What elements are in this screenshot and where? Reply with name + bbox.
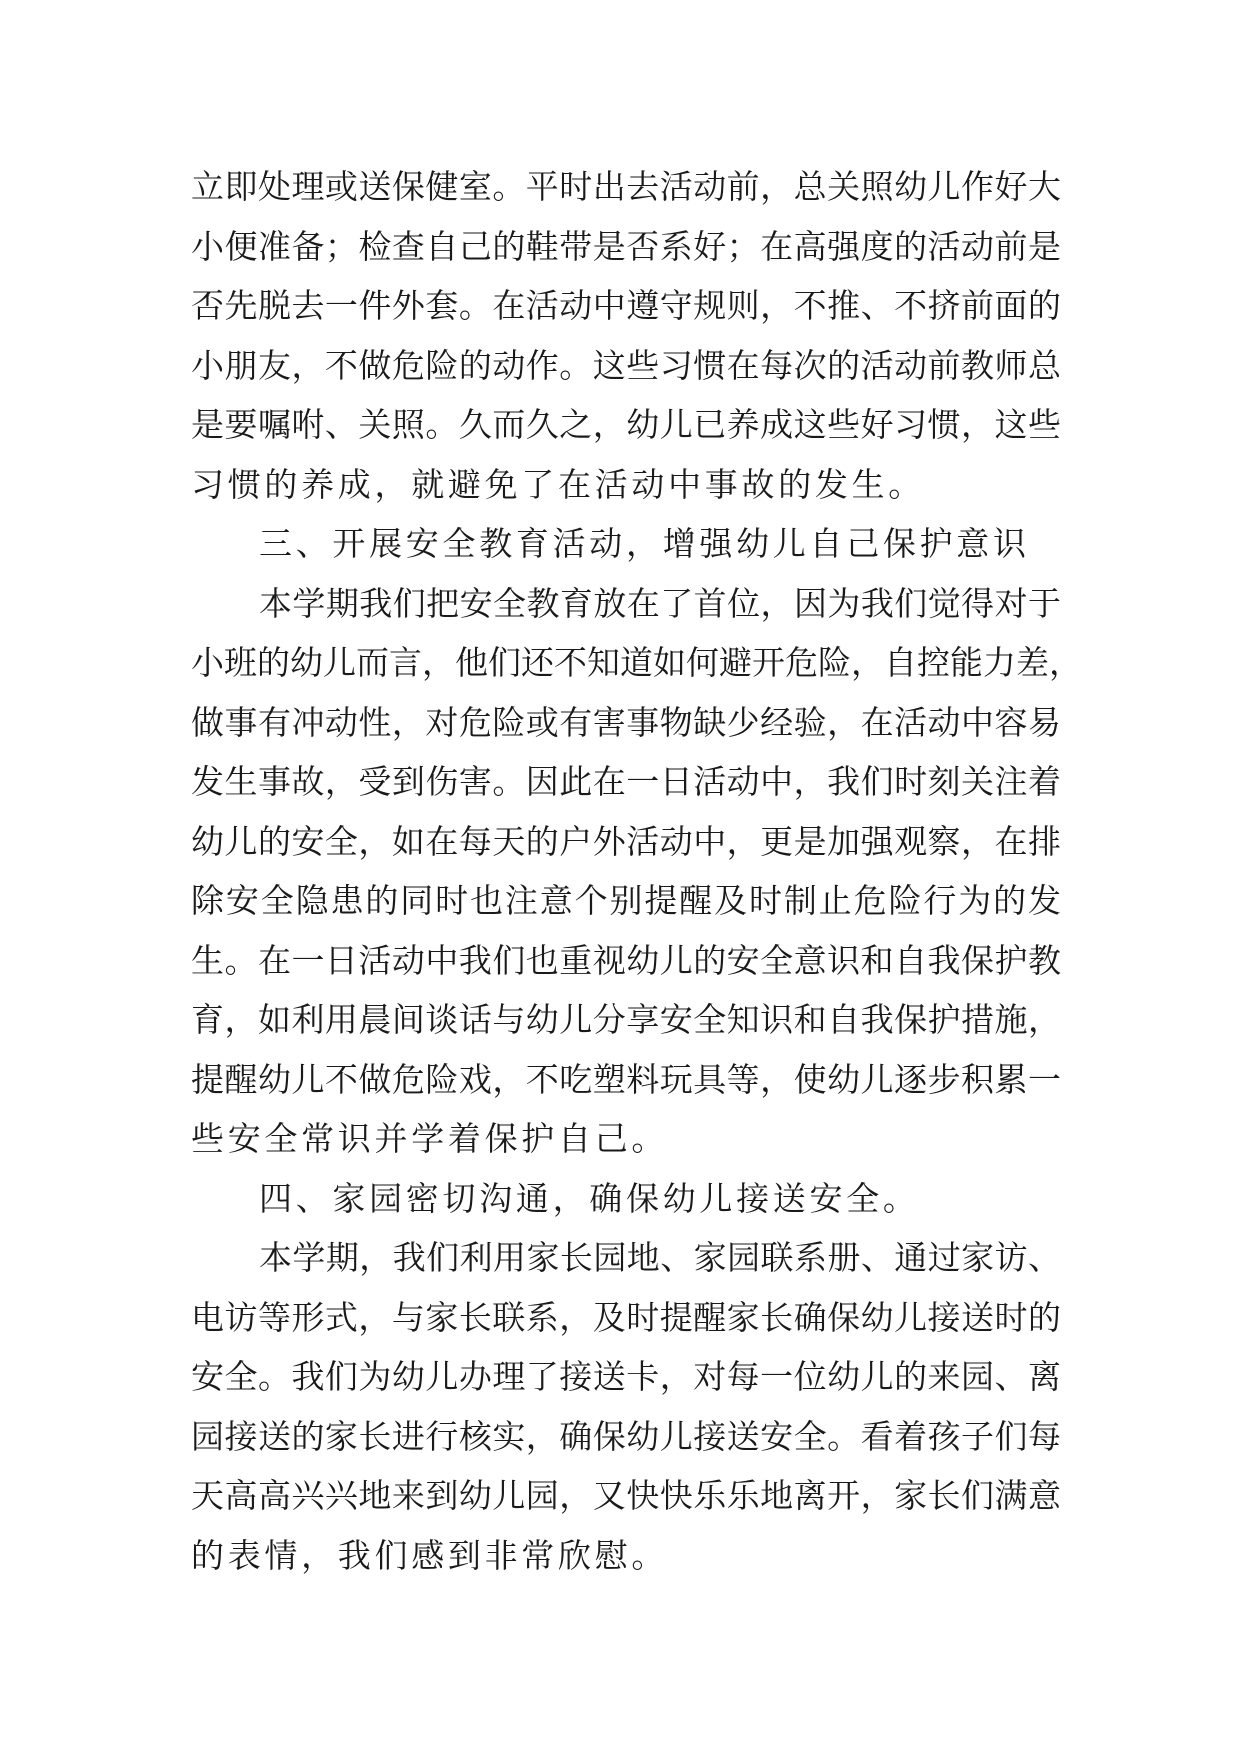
text-line: 提醒幼儿不做危险戏，不吃塑料玩具等，使幼儿逐步积累一 xyxy=(191,1059,1061,1099)
text-line: 本学期，我们利用家长园地、家园联系册、通过家访、 xyxy=(259,1238,1061,1277)
text-line: 天高高兴兴地来到幼儿园，又快快乐乐地离开，家长们满意 xyxy=(191,1476,1061,1515)
paragraph-safety-education xyxy=(191,574,1082,1169)
section-heading-4 xyxy=(191,1169,1061,1229)
text-line: 的表情，我们感到非常欣慰。 xyxy=(191,1535,669,1575)
text-line: 幼儿的安全，如在每天的户外活动中，更是加强观察，在排 xyxy=(191,821,1061,861)
text-line: 是要嘱咐、关照。久而久之，幼儿已养成这些好习惯，这些 xyxy=(191,405,1061,444)
text-line: 育，如利用晨间谈话与幼儿分享安全知识和自我保护措施， xyxy=(191,1000,1061,1039)
text-line: 小班的幼儿而言，他们还不知道如何避开危险，自控能力差， xyxy=(191,643,1082,682)
text-line: 否先脱去一件外套。在活动中遵守规则，不推、不挤前面的 xyxy=(191,286,1061,325)
paragraph-safety-habits xyxy=(191,157,1061,514)
text-line: 发生事故，受到伤害。因此在一日活动中，我们时刻关注着 xyxy=(191,762,1061,801)
section-heading-3 xyxy=(191,514,1061,574)
text-line: 本学期我们把安全教育放在了首位，因为我们觉得对于 xyxy=(259,583,1061,623)
text-line: 做事有冲动性，对危险或有害事物缺少经验，在活动中容易 xyxy=(191,702,1061,742)
text-line: 安全。我们为幼儿办理了接送卡，对每一位幼儿的来园、离 xyxy=(191,1357,1061,1396)
text-line: 生。在一日活动中我们也重视幼儿的安全意识和自我保护教 xyxy=(191,940,1061,980)
document-body xyxy=(191,157,1082,1585)
text-line: 园接送的家长进行核实，确保幼儿接送安全。看着孩子们每 xyxy=(191,1416,1061,1456)
text-line: 电访等形式，与家长联系，及时提醒家长确保幼儿接送时的 xyxy=(191,1297,1061,1337)
text-line: 小便准备；检查自己的鞋带是否系好；在高强度的活动前是 xyxy=(191,226,1061,266)
text-line: 立即处理或送保健室。平时出去活动前，总关照幼儿作好大 xyxy=(191,167,1061,206)
text-line: 小朋友，不做危险的动作。这些习惯在每次的活动前教师总 xyxy=(191,345,1061,385)
section-heading-text: 三、开展安全教育活动，增强幼儿自己保护意识 xyxy=(259,524,1030,563)
text-line: 习惯的养成，就避免了在活动中事故的发生。 xyxy=(191,464,925,504)
text-line: 些安全常识并学着保护自己。 xyxy=(191,1119,669,1158)
section-heading-text: 四、家园密切沟通，确保幼儿接送安全。 xyxy=(259,1178,920,1218)
text-line: 除安全隐患的同时也注意个别提醒及时制止危险行为的发 xyxy=(191,881,1061,920)
paragraph-home-school-communication xyxy=(191,1228,1061,1585)
